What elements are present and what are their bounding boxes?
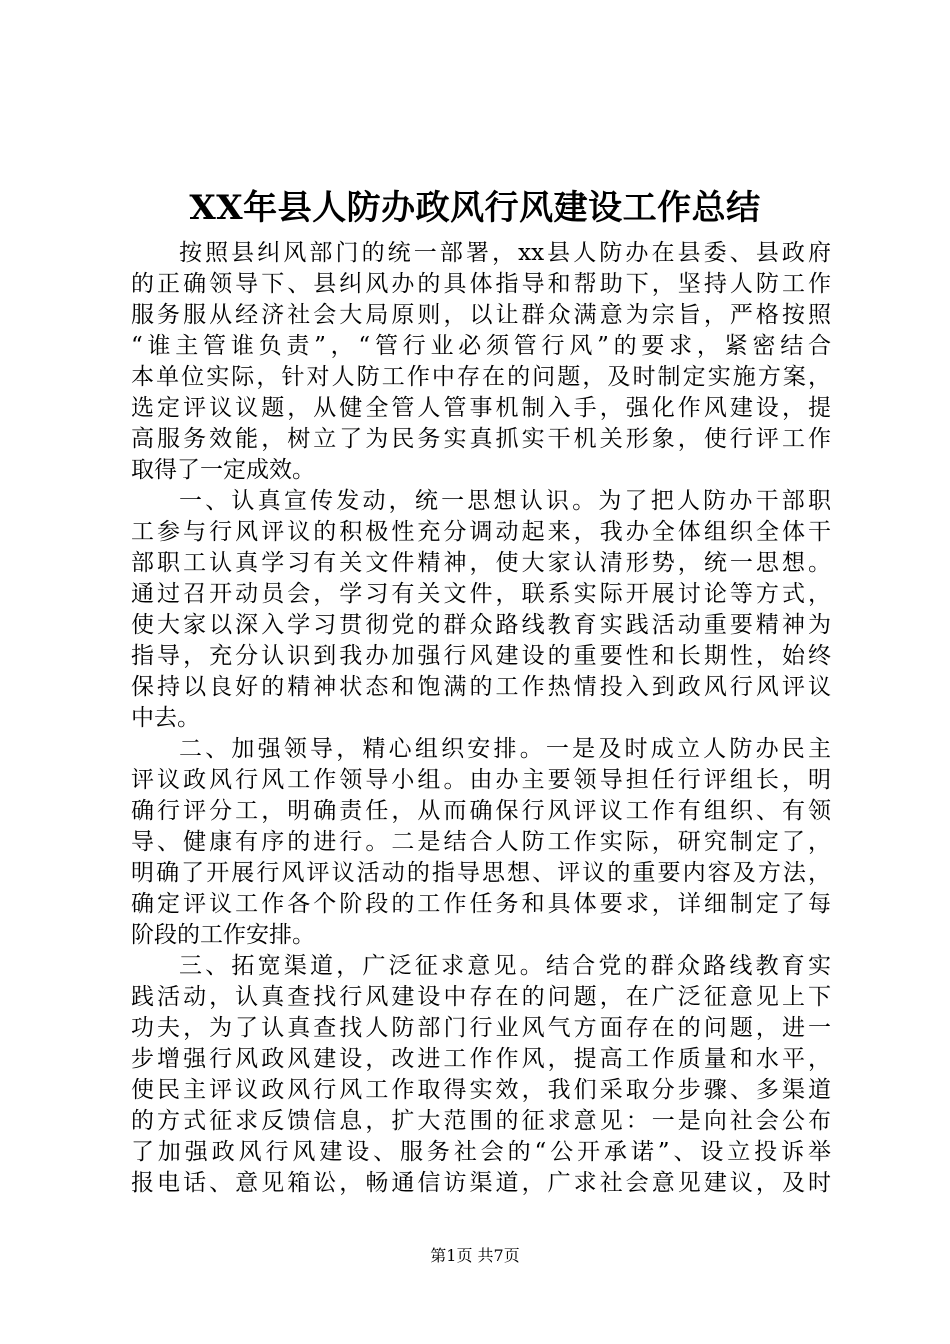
paragraph-4-line: 报电话、意见箱讼，畅通信访渠道，广求社会意见建议，及时 [131,1170,831,1196]
paragraph-2-line: 使大家以深入学习贯彻党的群众路线教育实践活动重要精神为 [131,612,831,638]
paragraph-1-line: 的正确领导下、县纠风办的具体指导和帮助下，坚持人防工作 [131,271,831,297]
document-body [131,238,831,1199]
paragraph-1-line: “谁主管谁负责”，“管行业必须管行风”的要求，紧密结合 [131,333,831,359]
paragraph-1-line: 高服务效能，树立了为民务实真抓实干机关形象，使行评工作 [131,426,831,452]
paragraph-1-line: 按照县纠风部门的统一部署，xx县人防办在县委、县政府 [179,240,831,266]
paragraph-2-line: 保持以良好的精神状态和饱满的工作热情投入到政风行风评议 [131,674,831,700]
paragraph-1-line: 本单位实际，针对人防工作中存在的问题，及时制定实施方案， [131,364,831,390]
page-footer: 第1页 共7页 [430,1246,520,1265]
paragraph-1-line: 服务服从经济社会大局原则，以让群众满意为宗旨，严格按照 [131,302,831,328]
paragraph-4-line: 三、拓宽渠道，广泛征求意见。结合党的群众路线教育实 [179,953,831,979]
paragraph-3-line: 明确了开展行风评议活动的指导思想、评议的重要内容及方法， [131,860,831,886]
paragraph-3-line: 阶段的工作安排。 [131,922,315,948]
paragraph-2-line: 一、认真宣传发动，统一思想认识。为了把人防办干部职 [179,488,831,514]
paragraph-4-line: 践活动，认真查找行风建设中存在的问题，在广泛征意见上下 [131,984,831,1010]
paragraph-2-line: 通过召开动员会，学习有关文件，联系实际开展讨论等方式， [131,581,831,607]
paragraph-3-line: 二、加强领导，精心组织安排。一是及时成立人防办民主 [179,736,831,762]
paragraph-3-line: 确定评议工作各个阶段的工作任务和具体要求，详细制定了每 [131,891,831,917]
paragraph-4-line: 步增强行风政风建设，改进工作作风，提高工作质量和水平， [131,1046,831,1072]
document-title: XX年县人防办政风行风建设工作总结 [189,188,761,228]
paragraph-2-line: 中去。 [131,705,200,731]
paragraph-4-line: 了加强政风行风建设、服务社会的“公开承诺”、设立投诉举 [131,1139,831,1165]
paragraph-2-line: 部职工认真学习有关文件精神，使大家认清形势，统一思想。 [131,550,831,576]
paragraph-3-line: 导、健康有序的进行。二是结合人防工作实际，研究制定了， [131,829,831,855]
paragraph-2-line: 工参与行风评议的积极性充分调动起来，我办全体组织全体干 [131,519,831,545]
paragraph-1-line: 选定评议议题，从健全管人管事机制入手，强化作风建设，提 [131,395,831,421]
paragraph-2-line: 指导，充分认识到我办加强行风建设的重要性和长期性，始终 [131,643,831,669]
paragraph-3-line: 评议政风行风工作领导小组。由办主要领导担任行评组长，明 [131,767,831,793]
paragraph-1-line: 取得了一定成效。 [131,457,315,483]
paragraph-3-line: 确行评分工，明确责任，从而确保行风评议工作有组织、有领 [131,798,831,824]
paragraph-4-line: 的方式征求反馈信息，扩大范围的征求意见：一是向社会公布 [131,1108,831,1134]
paragraph-4-line: 功夫，为了认真查找人防部门行业风气方面存在的问题，进一 [131,1015,831,1041]
paragraph-4-line: 使民主评议政风行风工作取得实效，我们采取分步骤、多渠道 [131,1077,831,1103]
